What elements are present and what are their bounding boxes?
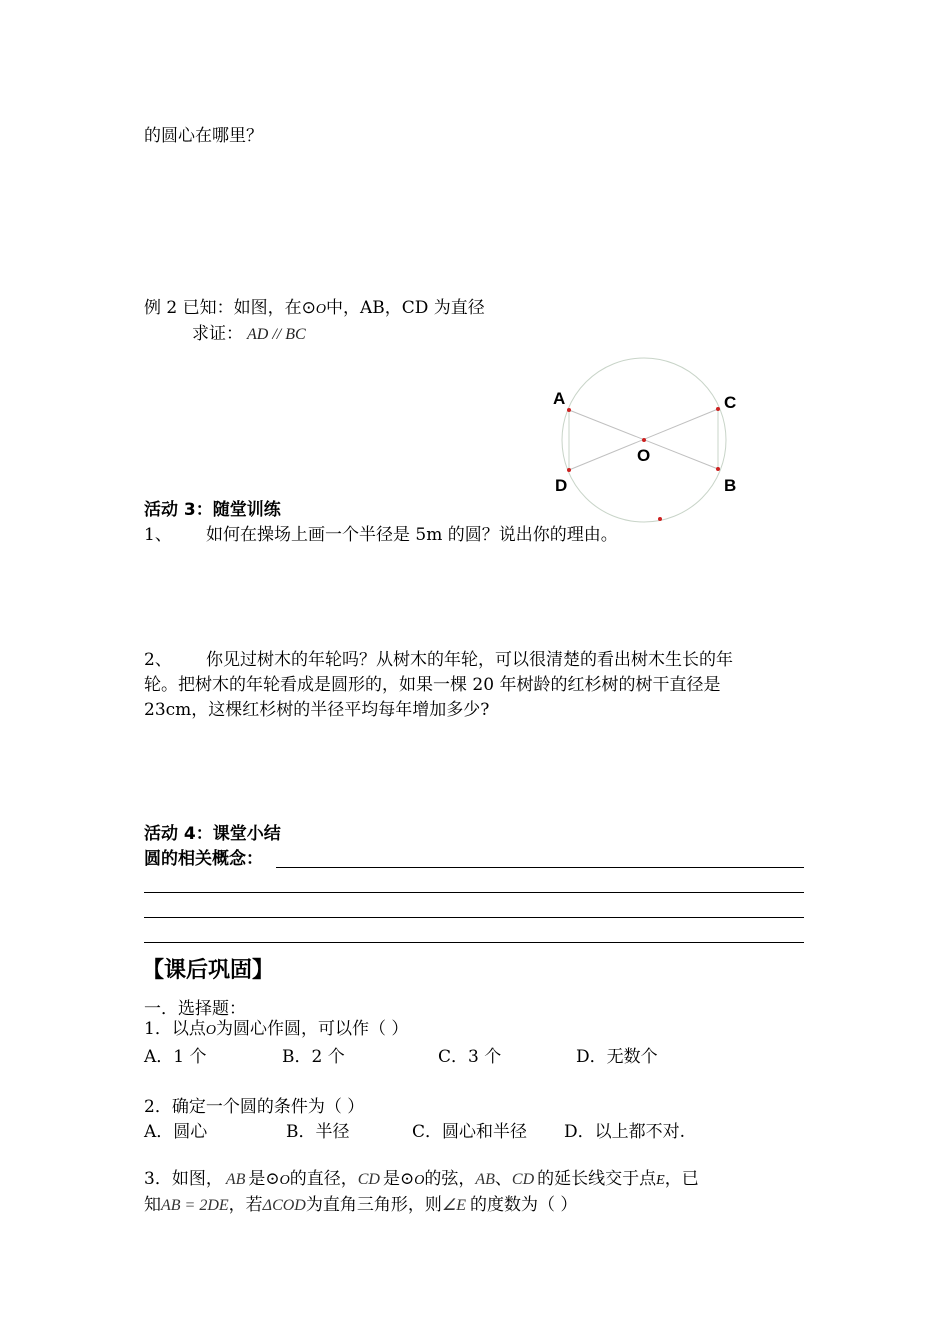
q2-option-b: B．半径 bbox=[286, 1122, 350, 1142]
activity3-q1-text: 如何在操场上画一个半径是 5m 的圆？说出你的理由。 bbox=[206, 525, 618, 545]
q3-l2-p1: 知 bbox=[144, 1195, 161, 1215]
label-b: B bbox=[724, 476, 737, 495]
label-d: D bbox=[555, 476, 568, 495]
center-o: O bbox=[315, 302, 326, 317]
activity3-q1-num: 1、 bbox=[144, 525, 172, 545]
point-bottom bbox=[658, 517, 662, 521]
example2-line2 bbox=[192, 326, 306, 343]
q1-prefix: 1．以点 bbox=[144, 1019, 206, 1039]
activity3-title: 活动 3：随堂训练 bbox=[144, 500, 281, 520]
concepts-line-3 bbox=[144, 917, 804, 918]
q1-option-a: A．1 个 bbox=[144, 1047, 207, 1067]
prove-formula: AD // BC bbox=[247, 326, 306, 343]
example2-suffix: 中，AB，CD 为直径 bbox=[326, 298, 485, 318]
q1-option-b: B．2 个 bbox=[282, 1047, 345, 1067]
q2-option-d: D．以上都不对. bbox=[564, 1122, 686, 1142]
section-title: 一．选择题： bbox=[144, 999, 246, 1019]
q2-option-a: A．圆心 bbox=[144, 1122, 208, 1142]
point-o bbox=[642, 438, 646, 442]
point-b bbox=[716, 467, 720, 471]
example2-line1 bbox=[144, 300, 485, 317]
activity3-q2-line2: 轮。把树木的年轮看成是圆形的，如果一棵 20 年树龄的红杉树的树干直径是 bbox=[144, 675, 721, 695]
q3-p4: 是⊙ bbox=[382, 1169, 415, 1189]
point-a bbox=[567, 408, 571, 412]
point-c bbox=[716, 407, 720, 411]
q3-p8: ，已 bbox=[664, 1169, 699, 1189]
q3-cd: CD bbox=[357, 1171, 380, 1188]
q3-o2: O bbox=[414, 1173, 425, 1188]
q1-option-c: C．3 个 bbox=[438, 1047, 502, 1067]
q1-suffix: 为圆心作圆，可以作（ ） bbox=[215, 1019, 409, 1039]
q2-stem: 2．确定一个圆的条件为（ ） bbox=[144, 1097, 365, 1117]
q3-angle: ∠E bbox=[441, 1197, 466, 1214]
q3-p2: 是⊙ bbox=[248, 1169, 280, 1189]
q1-option-d: D．无数个 bbox=[576, 1047, 658, 1067]
label-a: A bbox=[553, 389, 566, 408]
q3-p5: 的弦， bbox=[424, 1169, 476, 1189]
q3-ab2: AB bbox=[475, 1171, 495, 1188]
q1-var: O bbox=[205, 1023, 216, 1038]
q3-p7: 的延长线交于点 bbox=[537, 1169, 657, 1189]
example2-prefix: 例 2 已知：如图，在 bbox=[144, 298, 302, 318]
prove-label: 求证： bbox=[192, 324, 243, 344]
q3-o1: O bbox=[279, 1173, 290, 1188]
activity3-q2-num: 2、 bbox=[144, 650, 172, 670]
q3-line1 bbox=[144, 1171, 699, 1188]
q3-p1: 3．如图， bbox=[144, 1169, 223, 1189]
q1-stem bbox=[144, 1021, 408, 1038]
concepts-line-1 bbox=[276, 867, 804, 868]
q3-line2 bbox=[144, 1197, 577, 1214]
circle-symbol: ⊙ bbox=[301, 298, 316, 318]
q3-p6: 、 bbox=[494, 1169, 512, 1189]
point-d bbox=[567, 468, 571, 472]
q3-triangle: ΔCOD bbox=[262, 1197, 306, 1214]
q3-ab: AB bbox=[225, 1171, 246, 1188]
q3-eq: AB = 2DE bbox=[161, 1197, 229, 1214]
q3-e: E bbox=[656, 1173, 665, 1188]
top-question: 的圆心在哪里？ bbox=[144, 126, 263, 146]
concepts-label: 圆的相关概念： bbox=[144, 849, 263, 869]
q3-p3: 的直径， bbox=[289, 1169, 358, 1189]
concepts-line-2 bbox=[144, 892, 804, 893]
q3-cd2: CD bbox=[511, 1171, 535, 1188]
q3-l2-p4: 的度数为（ ） bbox=[469, 1195, 578, 1215]
label-c: C bbox=[724, 393, 737, 412]
label-o: O bbox=[637, 446, 651, 465]
consolidation-heading: 【课后巩固】 bbox=[142, 958, 275, 983]
q2-option-c: C．圆心和半径 bbox=[412, 1122, 528, 1142]
activity3-q2-line1: 你见过树木的年轮吗？从树木的年轮，可以很清楚的看出树木生长的年 bbox=[206, 650, 733, 670]
circle-figure bbox=[540, 350, 760, 540]
activity4-title: 活动 4：课堂小结 bbox=[144, 824, 281, 844]
concepts-line-4 bbox=[144, 942, 804, 943]
activity3-q2-line3: 23cm，这棵红杉树的半径平均每年增加多少? bbox=[144, 700, 490, 720]
q3-l2-p3: 为直角三角形，则 bbox=[305, 1195, 442, 1215]
q3-l2-p2: ，若 bbox=[228, 1195, 263, 1215]
